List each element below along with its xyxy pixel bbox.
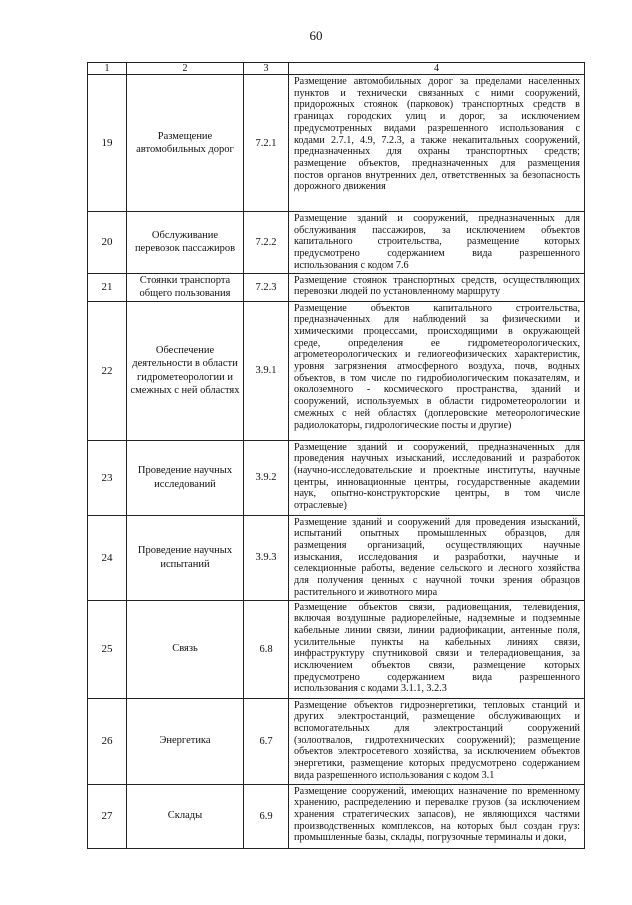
description-line: инфраструктуру спутниковой связи и телерадиовещания, за (294, 648, 580, 660)
description-line: растительного и животного мира (294, 586, 438, 598)
description-line: Размещение объектов гидроэнергетики, тепловых станций и (294, 699, 580, 711)
description-line: испытаний опытных промышленных образцов, для (294, 528, 580, 540)
description-line: для получения ценных с научной точки зрения образцов (294, 575, 580, 587)
description-cell (289, 273, 585, 301)
description-cell (289, 212, 585, 274)
description-line: предназначенных для наблюдений за физическими и (294, 314, 580, 326)
land-use-name-cell: Связь (127, 600, 244, 698)
description-line: исключением объектов связи, размещение которых (294, 660, 580, 672)
description-line: объектов, в том числе по гидробиологическим показателям, и (294, 372, 580, 384)
description-line: радиолокаторы, гидрологические посты и другие) (294, 419, 512, 431)
land-use-name-cell: Обслуживание перевозок пассажиров (127, 212, 244, 274)
table-row (88, 273, 585, 301)
description-line: уровня загрязнения атмосферного воздуха, почв, водных (294, 361, 580, 373)
description-cell (289, 515, 585, 600)
land-use-name-cell: Стоянки транспорта общего пользования (127, 273, 244, 301)
header-col-2: 2 (127, 63, 244, 75)
description-line: изыскания, исследования и разработки, научные и (294, 551, 580, 563)
description-line: сооружений, используемых в области гидрометеорологии и (294, 396, 580, 408)
row-number-cell: 21 (88, 273, 127, 301)
description-line: Размещение автомобильных дорог за пределами населенных (294, 76, 580, 87)
land-use-code-cell: 7.2.3 (244, 273, 289, 301)
description-line: размещение объектов, предназначенных для размещения (294, 157, 580, 169)
land-use-name-cell: Склады (127, 784, 244, 848)
row-number-cell: 19 (88, 75, 127, 212)
description-line: Размещение зданий и сооружений для проведения изысканий, (294, 516, 580, 528)
description-line: предусмотрено содержанием вида разрешенного (294, 671, 580, 683)
description-line: границах городских улиц и дорог, за исключением (294, 111, 580, 123)
table-row (88, 75, 585, 212)
description-line: предусмотренных видами разрешенного использования с (294, 122, 580, 134)
description-cell (289, 698, 585, 784)
description-line: Размещение объектов капитального строительства, (294, 302, 580, 314)
description-line: селекционные работы, ведение сельского и лесного хозяйства (294, 563, 580, 575)
description-line: капитального строительства, размещение которых (294, 236, 580, 248)
description-line: вида разрешенного использования с кодом 3.1 (294, 769, 495, 781)
description-line: Размещение сооружений, имеющих назначение по временному (294, 785, 580, 797)
description-line: среде, определения ее гидрометеорологических, (294, 337, 580, 349)
description-line: Размещение зданий и сооружений, предназначенных для (294, 441, 580, 453)
description-line: отраслевые) (294, 500, 347, 512)
description-line: придорожных стоянок (парковок) транспортных средств в (294, 99, 580, 111)
description-line: перевозки людей по установленному маршруту (294, 286, 501, 298)
description-line: агрометеорологических и гелиогеофизических характеристик, (294, 349, 580, 361)
description-line: проведения научных изысканий, исследований и разработок (294, 453, 580, 465)
land-use-name-cell: Размещение автомобильных дорог (127, 75, 244, 212)
description-line: включая воздушные радиорелейные, надземные и подземные (294, 613, 580, 625)
table-row (88, 301, 585, 440)
description-line: постов органов внутренних дел, ответственных за безопасность (294, 169, 580, 181)
description-line: усилительные пункты на кабельных линиях связи, (294, 636, 580, 648)
description-cell (289, 600, 585, 698)
description-line: вспомогательных для электростанций сооружений (294, 722, 580, 734)
table-row (88, 212, 585, 274)
land-use-name-cell: Энергетика (127, 698, 244, 784)
land-use-code-cell: 7.2.1 (244, 75, 289, 212)
description-cell (289, 75, 585, 212)
row-number-cell: 27 (88, 784, 127, 848)
land-use-code-cell: 6.7 (244, 698, 289, 784)
description-cell (289, 784, 585, 848)
description-line: Размещение зданий и сооружений, предназначенных для (294, 213, 580, 224)
description-line: размещения организаций, осуществляющих научные (294, 539, 580, 551)
description-line: околоземного - космического пространства, зданий и (294, 384, 580, 396)
land-use-code-cell: 6.8 (244, 600, 289, 698)
land-use-code-cell: 3.9.3 (244, 515, 289, 600)
description-line: предусмотрено содержанием вида разрешенного (294, 248, 580, 260)
table-row (88, 600, 585, 698)
description-line: пунктов и технически связанных с ними сооружений, (294, 87, 580, 99)
description-line: кабельные линии связи, линии радиофикации, антенные поля, (294, 624, 580, 636)
description-line: центры, инновационные центры, государственные академии (294, 476, 580, 488)
land-use-name-cell: Проведение научных исследований (127, 440, 244, 515)
description-line: наук, опытно-конструкторские центры, в том числе (294, 488, 580, 500)
header-col-4: 4 (289, 63, 585, 75)
description-line: предназначенных для охраны транспортных средств; (294, 146, 580, 158)
row-number-cell: 26 (88, 698, 127, 784)
land-use-code-cell: 3.9.2 (244, 440, 289, 515)
land-use-code-cell: 3.9.1 (244, 301, 289, 440)
description-line: использования с кодами 3.1.1, 3.2.3 (294, 683, 447, 695)
description-line: обслуживания пассажиров, за исключением объектов (294, 224, 580, 236)
row-number-cell: 20 (88, 212, 127, 274)
description-line: (научно-исследовательские и проектные институты, научные (294, 464, 580, 476)
description-line: объектов электросетевого хозяйства, за исключением объектов (294, 746, 580, 758)
description-line: промышленные базы, склады, погрузочные терминалы и доки, (294, 832, 567, 844)
description-line: Размещение объектов связи, радиовещания, телевидения, (294, 601, 580, 613)
description-line: хранения стратегических запасов), не являющихся частями (294, 808, 580, 820)
table-row (88, 784, 585, 848)
table-row (88, 440, 585, 515)
land-use-table (87, 62, 585, 849)
description-line: других электростанций, размещение обслуживающих и (294, 711, 580, 723)
description-line: химическими процессами, происходящими в окружающей (294, 325, 580, 337)
row-number-cell: 23 (88, 440, 127, 515)
description-line: производственных комплексов, на которых был создан груз: (294, 820, 580, 832)
description-line: (золоотвалов, гидротехнических сооружений); размещение (294, 734, 580, 746)
description-line: кодами 2.7.1, 4.9, 7.2.3, а также некапитальных сооружений, (294, 134, 580, 146)
row-number-cell: 24 (88, 515, 127, 600)
row-number-cell: 22 (88, 301, 127, 440)
land-use-name-cell: Проведение научных испытаний (127, 515, 244, 600)
land-use-name-cell: Обеспечение деятельности в области гидрометеорологии и смежных с ней областях (127, 301, 244, 440)
description-line: смежных с ней областях (доплеровские метеорологические (294, 407, 580, 419)
description-line: использования с кодом 7.6 (294, 259, 409, 271)
table-row (88, 515, 585, 600)
header-col-3: 3 (244, 63, 289, 75)
header-col-1: 1 (88, 63, 127, 75)
table-row (88, 698, 585, 784)
description-line: энергетики, размещение которых предусмотрено содержанием (294, 758, 580, 770)
description-line: хранению, распределению и перевалке грузов (за исключением (294, 797, 580, 809)
land-use-code-cell: 6.9 (244, 784, 289, 848)
description-line: Размещение стоянок транспортных средств, осуществляющих (294, 274, 580, 286)
row-number-cell: 25 (88, 600, 127, 698)
page-number: 60 (309, 28, 323, 43)
description-line: дорожного движения (294, 181, 386, 193)
table-header-row (88, 63, 585, 75)
land-use-code-cell: 7.2.2 (244, 212, 289, 274)
description-cell (289, 440, 585, 515)
description-cell (289, 301, 585, 440)
